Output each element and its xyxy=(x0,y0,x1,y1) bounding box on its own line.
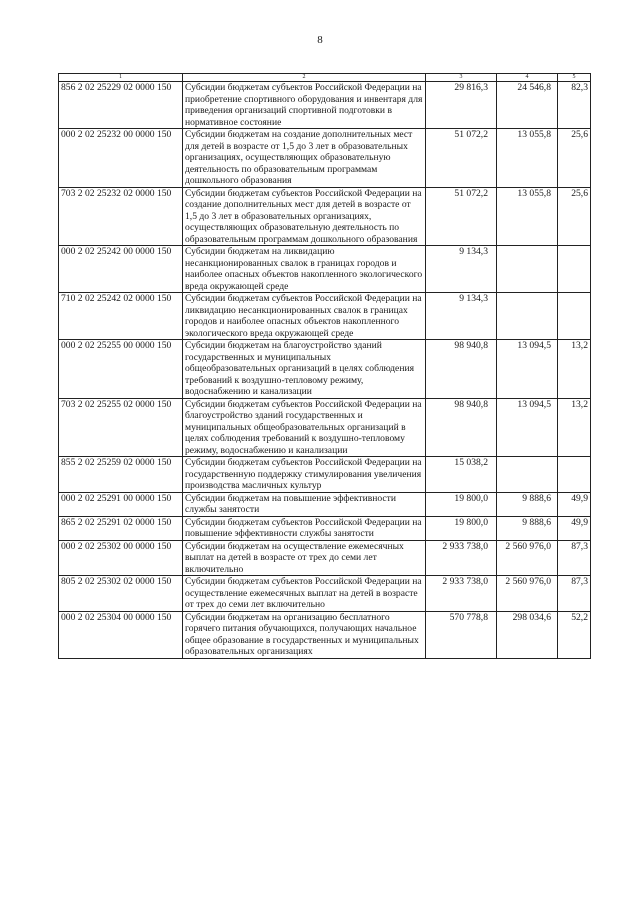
table-row xyxy=(59,82,591,129)
amount-col-3-cell: 9 134,3 xyxy=(426,246,497,293)
budget-code-cell: 703 2 02 25255 02 0000 150 xyxy=(59,398,183,457)
description-cell: Субсидии бюджетам на повышение эффективности службы занятости xyxy=(183,492,426,516)
amount-col-3-cell: 98 940,8 xyxy=(426,398,497,457)
table-row xyxy=(59,576,591,612)
description-cell: Субсидии бюджетам субъектов Российской Федерации на создание дополнительных мест для детей в возрасте от 1,5 до 3 лет в образовательных организациях, осуществляющих образовательную деятельность по образовательным программам дошкольного образования xyxy=(183,187,426,246)
table-row xyxy=(59,516,591,540)
percent-col-5-cell: 87,3 xyxy=(558,576,591,612)
description-cell: Субсидии бюджетам субъектов Российской Федерации на благоустройство зданий государственных и муниципальных общеобразовательных организаций в целях соблюдения требований к воздушно-тепловому режиму, водоснабжению и канализации xyxy=(183,398,426,457)
table-row xyxy=(59,246,591,293)
table-row xyxy=(59,187,591,246)
table-row xyxy=(59,293,591,340)
table-row xyxy=(59,492,591,516)
budget-code-cell: 000 2 02 25242 00 0000 150 xyxy=(59,246,183,293)
amount-col-4-cell: 24 546,8 xyxy=(497,82,558,129)
budget-code-cell: 855 2 02 25259 02 0000 150 xyxy=(59,457,183,493)
amount-col-3-cell: 19 800,0 xyxy=(426,516,497,540)
amount-col-3-cell: 15 038,2 xyxy=(426,457,497,493)
amount-col-3-cell: 29 816,3 xyxy=(426,82,497,129)
percent-col-5-cell: 13,2 xyxy=(558,340,591,399)
table-row xyxy=(59,129,591,188)
description-cell: Субсидии бюджетам субъектов Российской Федерации на осуществление ежемесячных выплат на детей в возрасте от трех до семи лет включительно xyxy=(183,576,426,612)
amount-col-3-cell: 9 134,3 xyxy=(426,293,497,340)
percent-col-5-cell: 25,6 xyxy=(558,187,591,246)
table-body xyxy=(59,82,591,659)
budget-code-cell: 000 2 02 25255 00 0000 150 xyxy=(59,340,183,399)
amount-col-4-cell: 13 055,8 xyxy=(497,187,558,246)
amount-col-3-cell: 2 933 738,0 xyxy=(426,576,497,612)
budget-code-cell: 000 2 02 25291 00 0000 150 xyxy=(59,492,183,516)
percent-col-5-cell: 25,6 xyxy=(558,129,591,188)
amount-col-4-cell: 13 055,8 xyxy=(497,129,558,188)
percent-col-5-cell: 49,9 xyxy=(558,492,591,516)
table-row xyxy=(59,611,591,658)
budget-code-cell: 000 2 02 25232 00 0000 150 xyxy=(59,129,183,188)
budget-code-cell: 000 2 02 25304 00 0000 150 xyxy=(59,611,183,658)
amount-col-3-cell: 98 940,8 xyxy=(426,340,497,399)
budget-table xyxy=(58,73,591,659)
header-col-1: 1 xyxy=(59,74,183,82)
header-col-2: 2 xyxy=(183,74,426,82)
header-col-4: 4 xyxy=(497,74,558,82)
amount-col-3-cell: 570 778,8 xyxy=(426,611,497,658)
amount-col-4-cell: 2 560 976,0 xyxy=(497,576,558,612)
amount-col-4-cell xyxy=(497,293,558,340)
amount-col-3-cell: 51 072,2 xyxy=(426,129,497,188)
amount-col-3-cell: 2 933 738,0 xyxy=(426,540,497,576)
amount-col-4-cell xyxy=(497,457,558,493)
budget-code-cell: 865 2 02 25291 02 0000 150 xyxy=(59,516,183,540)
amount-col-4-cell: 9 888,6 xyxy=(497,492,558,516)
header-col-5: 5 xyxy=(558,74,591,82)
amount-col-4-cell xyxy=(497,246,558,293)
description-cell: Субсидии бюджетам субъектов Российской Федерации на приобретение спортивного оборудования и инвентаря для приведения организаций спортивной подготовки в нормативное состояние xyxy=(183,82,426,129)
table-row xyxy=(59,340,591,399)
description-cell: Субсидии бюджетам на создание дополнительных мест для детей в возрасте от 1,5 до 3 лет в образовательных организациях, осуществляющих образовательную деятельность по образовательным программам дошкольного образования xyxy=(183,129,426,188)
percent-col-5-cell: 82,3 xyxy=(558,82,591,129)
table-row xyxy=(59,398,591,457)
budget-code-cell: 856 2 02 25229 02 0000 150 xyxy=(59,82,183,129)
description-cell: Субсидии бюджетам субъектов Российской Федерации на государственную поддержку стимулирования увеличения производства масличных культур xyxy=(183,457,426,493)
percent-col-5-cell: 13,2 xyxy=(558,398,591,457)
page-number: 8 xyxy=(317,34,323,46)
percent-col-5-cell: 49,9 xyxy=(558,516,591,540)
budget-code-cell: 703 2 02 25232 02 0000 150 xyxy=(59,187,183,246)
description-cell: Субсидии бюджетам на ликвидацию несанкционированных свалок в границах городов и наиболее опасных объектов накопленного экологического вреда окружающей среде xyxy=(183,246,426,293)
description-cell: Субсидии бюджетам на благоустройство зданий государственных и муниципальных общеобразовательных организаций в целях соблюдения требований к воздушно-тепловому режиму, водоснабжению и канализации xyxy=(183,340,426,399)
amount-col-4-cell: 13 094,5 xyxy=(497,398,558,457)
amount-col-4-cell: 2 560 976,0 xyxy=(497,540,558,576)
budget-code-cell: 710 2 02 25242 02 0000 150 xyxy=(59,293,183,340)
description-cell: Субсидии бюджетам субъектов Российской Федерации на повышение эффективности службы занятости xyxy=(183,516,426,540)
budget-code-cell: 000 2 02 25302 00 0000 150 xyxy=(59,540,183,576)
percent-col-5-cell xyxy=(558,457,591,493)
percent-col-5-cell: 52,2 xyxy=(558,611,591,658)
description-cell: Субсидии бюджетам на организацию бесплатного горячего питания обучающихся, получающих начальное общее образование в государственных и муниципальных образовательных организациях xyxy=(183,611,426,658)
amount-col-4-cell: 9 888,6 xyxy=(497,516,558,540)
table-row xyxy=(59,457,591,493)
amount-col-3-cell: 51 072,2 xyxy=(426,187,497,246)
description-cell: Субсидии бюджетам на осуществление ежемесячных выплат на детей в возрасте от трех до семи лет включительно xyxy=(183,540,426,576)
budget-code-cell: 805 2 02 25302 02 0000 150 xyxy=(59,576,183,612)
percent-col-5-cell xyxy=(558,246,591,293)
header-col-3: 3 xyxy=(426,74,497,82)
percent-col-5-cell: 87,3 xyxy=(558,540,591,576)
amount-col-4-cell: 298 034,6 xyxy=(497,611,558,658)
percent-col-5-cell xyxy=(558,293,591,340)
amount-col-3-cell: 19 800,0 xyxy=(426,492,497,516)
header-row xyxy=(59,74,591,82)
table-row xyxy=(59,540,591,576)
description-cell: Субсидии бюджетам субъектов Российской Федерации на ликвидацию несанкционированных свалок в границах городов и наиболее опасных объектов накопленного экологического вреда окружающей среде xyxy=(183,293,426,340)
amount-col-4-cell: 13 094,5 xyxy=(497,340,558,399)
